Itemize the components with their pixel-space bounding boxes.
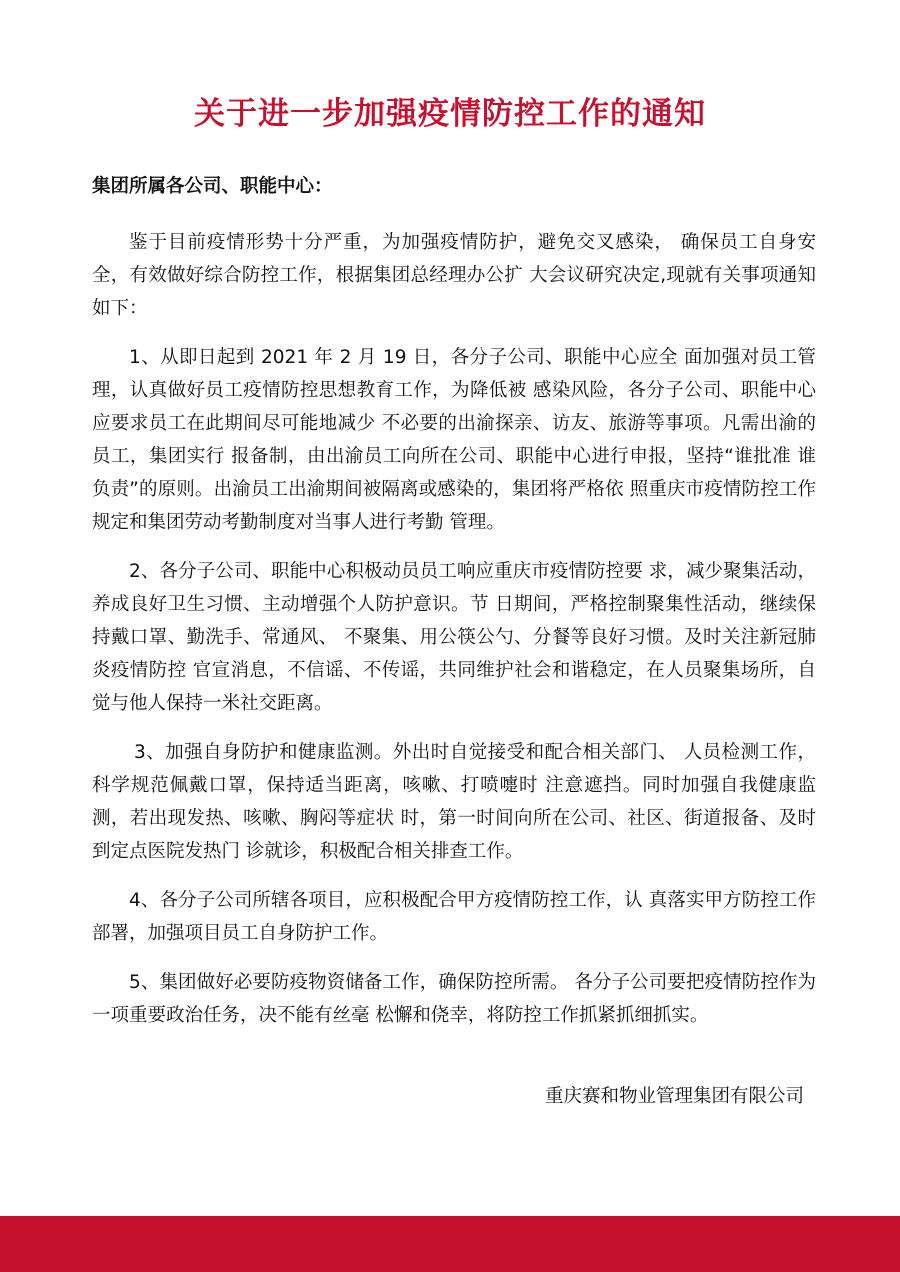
item-2-paragraph: 2、各分子公司、职能中心积极动员员工响应重庆市疫情防控要 求，减少聚集活动，养成良好卫生习惯、主动增强个人防护意识。节 日期间，严格控制聚集性活动，继续保持戴口罩、勤洗手、常通风、 不聚集、用公筷公勺、分餐等良好习惯。及时关注新冠肺炎疫情防控 官宣消息，不信谣、不传谣，共同维护社会和谐稳定，在人员聚集场所，自觉与他人保持一米社交距离。 [92,561,816,714]
salutation: 集团所属各公司、职能中心： [92,176,333,197]
footer-bar [0,1216,900,1272]
signature-company: 重庆赛和物业管理集团有限公司 [544,1086,804,1107]
document-title: 关于进一步加强疫情防控工作的通知 [194,96,706,132]
item-5-paragraph: 5、集团做好必要防疫物资储备工作，确保防控所需。 各分子公司要把疫情防控作为一项重要政治任务，决不能有丝毫 松懈和侥幸，将防控工作抓紧抓细抓实。 [92,972,816,1026]
item-4-paragraph: 4、各分子公司所辖各项目，应积极配合甲方疫情防控工作，认 真落实甲方防控工作部署，加强项目员工自身防护工作。 [92,890,816,944]
item-3-paragraph: 3、加强自身防护和健康监测。外出时自觉接受和配合相关部门、 人员检测工作，科学规范佩戴口罩，保持适当距离，咳嗽、打喷嚏时 注意遮挡。同时加强自我健康监测，若出现发热、咳嗽、胸闷等症状 时，第一时间向所在公司、社区、街道报备、及时到定点医院发热门 诊就诊，积极配合相关排查工作。 [92,742,816,862]
intro-paragraph: 鉴于目前疫情形势十分严重，为加强疫情防护，避免交叉感染， 确保员工自身安全，有效做好综合防控工作，根据集团总经理办公扩 大会议研究决定,现就有关事项通知如下： [92,232,816,319]
item-1-paragraph: 1、从即日起到 2021 年 2 月 19 日，各分子公司、职能中心应全 面加强对员工管理，认真做好员工疫情防控思想教育工作，为降低被 感染风险，各分子公司、职能中心应要求员工在此期间尽可能地减少 不必要的出渝探亲、访友、旅游等事项。凡需出渝的员工，集团实行 报备制，由出渝员工向所在公司、职能中心进行申报，坚持“谁批准 谁负责”的原则。出渝员工出渝期间被隔离或感染的，集团将严格依 照重庆市疫情防控工作规定和集团劳动考勤制度对当事人进行考勤 管理。 [92,347,816,533]
document-body [92,226,816,1048]
